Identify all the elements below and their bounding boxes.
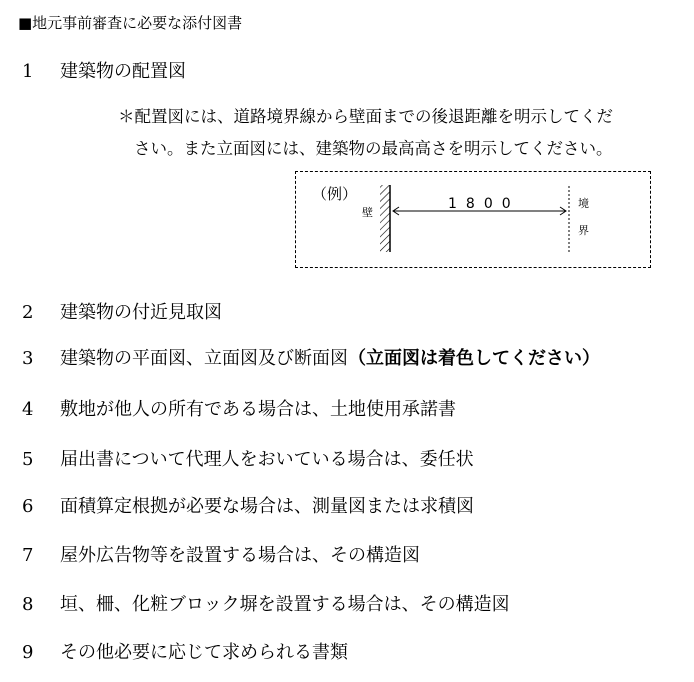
item-number: 9 xyxy=(22,642,34,663)
item-text: その他必要に応じて求められる書類 xyxy=(60,642,348,663)
list-item xyxy=(22,544,420,568)
setback-diagram xyxy=(296,172,650,267)
wall-hatch xyxy=(380,185,390,252)
item-text: 垣、柵、化粧ブロック塀を設置する場合は、その構造図 xyxy=(60,594,510,615)
list-item xyxy=(22,448,474,472)
item-text: 届出書について代理人をおいている場合は、委任状 xyxy=(60,449,474,470)
list-item xyxy=(22,495,474,519)
item-text: 建築物の平面図、立面図及び断面図 xyxy=(60,348,348,369)
wall-label: 壁 xyxy=(362,206,373,219)
item-number: 5 xyxy=(22,449,34,470)
list-item xyxy=(22,60,186,84)
list-item xyxy=(22,301,222,325)
item-text: 敷地が他人の所有である場合は、土地使用承諾書 xyxy=(60,399,456,420)
list-item xyxy=(22,593,510,617)
item-text: 建築物の配置図 xyxy=(60,61,186,82)
list-item xyxy=(22,347,600,371)
item-text: 面積算定根拠が必要な場合は、測量図または求積図 xyxy=(60,496,474,517)
page-title: ■地元事前審査に必要な添付図書 xyxy=(18,14,243,32)
list-item xyxy=(22,398,456,422)
note-line-1: ＊配置図には、道路境界線から壁面までの後退距離を明示してくだ xyxy=(118,107,613,126)
item-text: 建築物の付近見取図 xyxy=(60,302,222,323)
item-number: 2 xyxy=(22,302,34,323)
item-text: 屋外広告物等を設置する場合は、その構造図 xyxy=(60,545,420,566)
item-number: 3 xyxy=(22,348,34,369)
item-number: 6 xyxy=(22,496,34,517)
item-number: 8 xyxy=(22,594,34,615)
note-line-2: さい。また立面図には、建築物の最高高さを明示してください。 xyxy=(134,139,613,158)
item-emphasis: （立面図は着色してください） xyxy=(348,348,600,369)
example-label: （例） xyxy=(312,185,358,203)
item-number: 7 xyxy=(22,545,34,566)
note xyxy=(118,101,613,165)
distance-label: 1800 xyxy=(448,196,520,212)
example-diagram xyxy=(295,171,651,268)
list-item xyxy=(22,641,348,665)
boundary-label-1: 境 xyxy=(578,197,589,210)
boundary-label-2: 界 xyxy=(578,224,589,237)
item-number: 4 xyxy=(22,399,34,420)
item-number: 1 xyxy=(22,61,34,82)
